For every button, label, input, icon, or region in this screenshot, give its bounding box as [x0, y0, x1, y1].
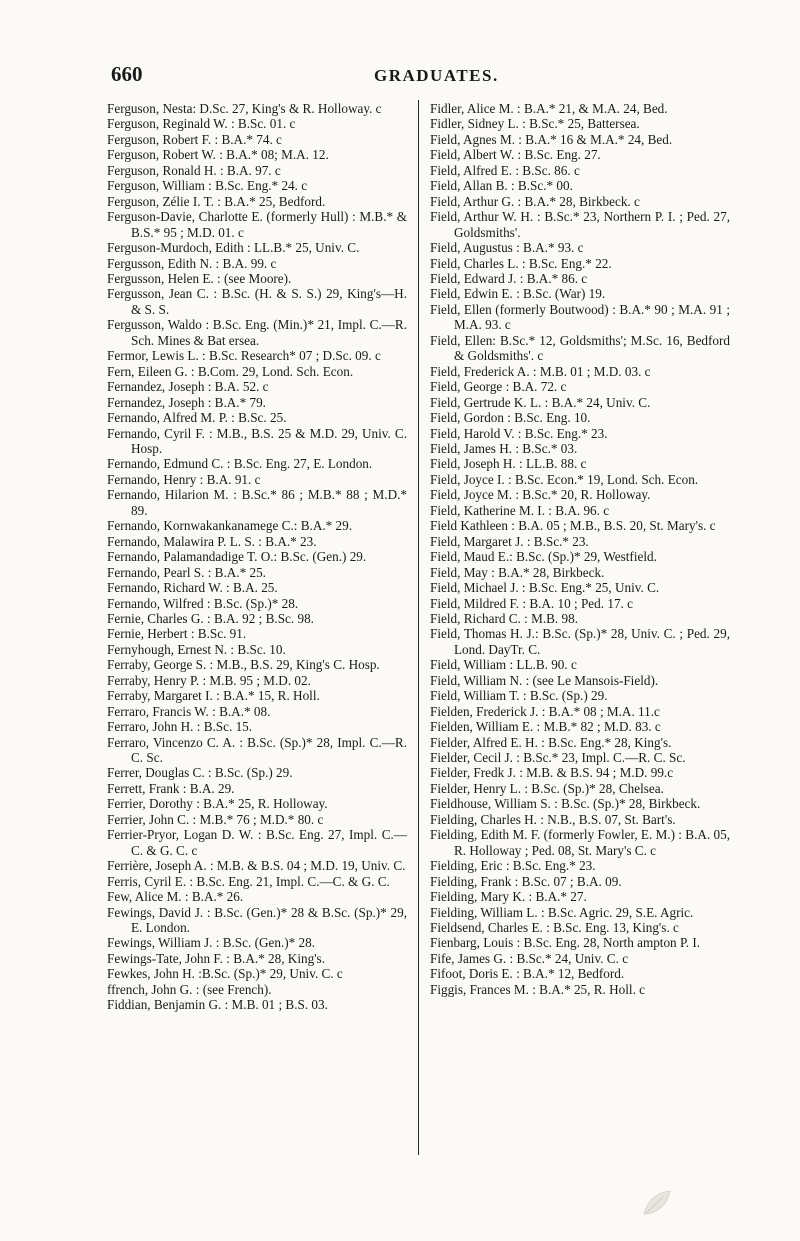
graduate-entry: Field, Gertrude K. L. : B.A.* 24, Univ. C. — [430, 394, 651, 410]
graduate-entry: Fergusson, Edith N. : B.A. 99. c — [107, 255, 277, 271]
graduate-entry: Ferguson, Ronald H. : B.A. 97. c — [107, 162, 281, 178]
graduate-entry: Ferris, Cyril E. : B.Sc. Eng. 21, Impl. C.—C. & G. C. — [107, 873, 390, 889]
graduate-entry: Ferraro, John H. : B.Sc. 15. — [107, 719, 253, 735]
graduate-entry: Fernie, Herbert : B.Sc. 91. — [107, 626, 247, 642]
graduate-entry: Ferguson, Robert W. : B.A.* 08; M.A. 12. — [107, 147, 329, 163]
graduate-entry: Few, Alice M. : B.A.* 26. — [107, 889, 244, 905]
graduate-entry: Field, Thomas H. J.: B.Sc. (Sp.)* 28, Univ. C. ; Ped. 29, Lond. DayTr. C. — [430, 626, 730, 657]
graduate-entry: Field Kathleen : B.A. 05 ; M.B., B.S. 20, St. Mary's. c — [430, 518, 716, 534]
graduate-entry: Ferraro, Vincenzo C. A. : B.Sc. (Sp.)* 28, Impl. C.—R. C. Sc. — [107, 734, 407, 766]
graduate-entry: Fiddian, Benjamin G. : M.B. 01 ; B.S. 03. — [107, 997, 328, 1013]
graduate-entry: Ferrier, Dorothy : B.A.* 25, R. Holloway. — [107, 796, 328, 812]
graduate-entry: Fermor, Lewis L. : B.Sc. Research* 07 ; D.Sc. 09. c — [107, 348, 381, 364]
graduate-entry: Fewings-Tate, John F. : B.A.* 28, King's. — [107, 950, 325, 966]
graduate-entry: Fieldsend, Charles E. : B.Sc. Eng. 13, King's. c — [430, 920, 679, 936]
graduate-entry: ffrench, John G. : (see French). — [107, 981, 272, 997]
graduate-entry: Field, Richard C. : M.B. 98. — [430, 610, 578, 626]
graduate-entry: Field, George : B.A. 72. c — [430, 379, 567, 395]
graduate-entry: Fewkes, John H. :B.Sc. (Sp.)* 29, Univ. C. c — [107, 966, 343, 982]
graduate-entry: Fielden, William E. : M.B.* 82 ; M.D. 83. c — [430, 719, 661, 735]
running-head: GRADUATES. — [374, 66, 499, 85]
graduate-entry: Fergusson, Helen E. : (see Moore). — [107, 270, 292, 286]
graduate-entry: Field, William T. : B.Sc. (Sp.) 29. — [430, 688, 608, 704]
graduate-entry: Field, Agnes M. : B.A.* 16 & M.A.* 24, Bed. — [430, 131, 673, 147]
graduate-entry: Field, William : LL.B. 90. c — [430, 657, 577, 673]
graduate-entry: Ferrier-Pryor, Logan D. W. : B.Sc. Eng. 27, Impl. C.—C. & G. C. c — [107, 827, 407, 858]
graduate-entry: Field, Joseph H. : LL.B. 88. c — [430, 456, 587, 472]
graduate-entry: Fielder, Cecil J. : B.Sc.* 23, Impl. C.—R. C. Sc. — [430, 750, 686, 766]
graduate-entry: Ferrett, Frank : B.A. 29. — [107, 780, 235, 796]
graduate-entry: Fielding, Mary K. : B.A.* 27. — [430, 889, 587, 905]
graduate-entry: Field, Edward J. : B.A.* 86. c — [430, 270, 588, 286]
graduate-entry: Ferraby, Henry P. : M.B. 95 ; M.D. 02. — [107, 672, 311, 688]
page-number: 660 — [111, 62, 143, 86]
column-divider — [418, 100, 419, 1155]
graduate-entry: Ferraby, Margaret I. : B.A.* 15, R. Holl. — [107, 688, 320, 704]
graduate-entry: Fergusson, Jean C. : B.Sc. (H. & S. S.) 29, King's—H. & S. S. — [107, 286, 407, 317]
graduate-entry: Field, Alfred E. : B.Sc. 86. c — [430, 162, 580, 178]
graduate-entry: Field, Gordon : B.Sc. Eng. 10. — [430, 410, 591, 426]
graduate-entry: Ferguson, Nesta: D.Sc. 27, King's & R. Holloway. c — [107, 101, 382, 116]
graduate-entry: Fielding, William L. : B.Sc. Agric. 29, S.E. Agric. — [430, 904, 694, 920]
graduate-entry: Fielden, Frederick J. : B.A.* 08 ; M.A. 11.c — [430, 703, 660, 719]
graduate-entry: Fernandez, Joseph : B.A. 52. c — [107, 379, 269, 395]
graduate-entry: Ferguson-Murdoch, Edith : LL.B.* 25, Univ. C. — [107, 240, 360, 256]
graduate-entry: Ferrière, Joseph A. : M.B. & B.S. 04 ; M.D. 19, Univ. C. — [107, 858, 406, 874]
graduate-entry: Fielding, Edith M. F. (formerly Fowler, E. M.) : B.A. 05, R. Holloway ; Ped. 08, St. Mary's C. c — [430, 827, 730, 858]
graduate-entry: Fernando, Hilarion M. : B.Sc.* 86 ; M.B.* 88 ; M.D.* 89. — [107, 487, 407, 518]
graduate-entry: Ferrier, John C. : M.B.* 76 ; M.D.* 80. c — [107, 811, 324, 827]
graduate-entry: Fergusson, Waldo : B.Sc. Eng. (Min.)* 21, Impl. C.—R. Sch. Mines & Bat ersea. — [107, 317, 407, 348]
graduate-entry: Fernando, Malawira P. L. S. : B.A.* 23. — [107, 533, 317, 549]
graduate-entry: Fieldhouse, William S. : B.Sc. (Sp.)* 28, Birkbeck. — [430, 796, 701, 812]
graduate-entry: Fewings, William J. : B.Sc. (Gen.)* 28. — [107, 935, 316, 951]
graduate-entry: Fielding, Frank : B.Sc. 07 ; B.A. 09. — [430, 873, 622, 889]
graduate-entry: Fernando, Alfred M. P. : B.Sc. 25. — [107, 410, 287, 426]
graduate-entry: Field, Arthur W. H. : B.Sc.* 23, Northern P. I. ; Ped. 27, Goldsmiths'. — [430, 209, 730, 240]
graduate-entry: Fernyhough, Ernest N. : B.Sc. 10. — [107, 641, 286, 657]
graduate-entry: Field, Edwin E. : B.Sc. (War) 19. — [430, 286, 606, 302]
graduate-entry: Fernie, Charles G. : B.A. 92 ; B.Sc. 98. — [107, 610, 314, 626]
graduate-entry: Field, Joyce I. : B.Sc. Econ.* 19, Lond. Sch. Econ. — [430, 471, 699, 487]
graduate-entry: Field, Michael J. : B.Sc. Eng.* 25, Univ. C. — [430, 580, 660, 596]
graduate-entry: Fernando, Edmund C. : B.Sc. Eng. 27, E. London. — [107, 456, 373, 472]
graduate-entry: Fife, James G. : B.Sc.* 24, Univ. C. c — [430, 950, 629, 966]
graduate-entry: Field, Augustus : B.A.* 93. c — [430, 240, 584, 256]
graduate-entry: Fernando, Kornwakankanamege C.: B.A.* 29. — [107, 518, 353, 534]
graduate-entry: Figgis, Frances M. : B.A.* 25, R. Holl. c — [430, 981, 646, 997]
graduate-entry: Fielder, Fredk J. : M.B. & B.S. 94 ; M.D. 99.c — [430, 765, 674, 781]
graduate-entry: Field, James H. : B.Sc.* 03. — [430, 440, 578, 456]
right-column — [430, 101, 730, 997]
graduate-entry: Fewings, David J. : B.Sc. (Gen.)* 28 & B.Sc. (Sp.)* 29, E. London. — [107, 904, 407, 936]
graduate-entry: Fernandez, Joseph : B.A.* 79. — [107, 394, 266, 410]
graduate-entry: Ferguson, Zélie I. T. : B.A.* 25, Bedford. — [107, 193, 326, 209]
graduate-entry: Fernando, Wilfred : B.Sc. (Sp.)* 28. — [107, 595, 299, 611]
graduate-entry: Fern, Eileen G. : B.Com. 29, Lond. Sch. Econ. — [107, 363, 354, 379]
graduate-entry: Ferguson, William : B.Sc. Eng.* 24. c — [107, 178, 308, 194]
graduate-entry: Fifoot, Doris E. : B.A.* 12, Bedford. — [430, 966, 625, 982]
graduate-entry: Fielder, Alfred E. H. : B.Sc. Eng.* 28, King's. — [430, 734, 672, 750]
graduate-entry: Field, William N. : (see Le Mansois-Field). — [430, 672, 659, 688]
graduate-entry: Fernando, Palamandadige T. O.: B.Sc. (Gen.) 29. — [107, 549, 367, 565]
graduate-entry: Field, Frederick A. : M.B. 01 ; M.D. 03. c — [430, 363, 651, 379]
graduate-entry: Ferguson, Reginald W. : B.Sc. 01. c — [107, 116, 296, 132]
graduate-entry: Fielding, Eric : B.Sc. Eng.* 23. — [430, 858, 596, 874]
graduate-entry: Field, Arthur G. : B.A.* 28, Birkbeck. c — [430, 193, 640, 209]
graduate-entry: Field, Katherine M. I. : B.A. 96. c — [430, 502, 610, 518]
graduate-entry: Field, Margaret J. : B.Sc.* 23. — [430, 533, 589, 549]
left-column — [107, 101, 407, 1013]
graduate-entry: Ferguson-Davie, Charlotte E. (formerly Hull) : M.B.* & B.S.* 95 ; M.D. 01. c — [107, 209, 407, 240]
graduate-entry: Fernando, Pearl S. : B.A.* 25. — [107, 564, 266, 580]
graduate-entry: Field, Maud E.: B.Sc. (Sp.)* 29, Westfield. — [430, 549, 657, 565]
graduate-entry: Field, Ellen (formerly Boutwood) : B.A.* 90 ; M.A. 91 ; M.A. 93. c — [430, 301, 730, 333]
graduate-entry: Field, Albert W. : B.Sc. Eng. 27. — [430, 147, 601, 163]
graduate-entry: Ferraby, George S. : M.B., B.S. 29, King's C. Hosp. — [107, 657, 380, 673]
graduate-entry: Fielding, Charles H. : N.B., B.S. 07, St. Bart's. — [430, 811, 676, 827]
graduate-entry: Fernando, Henry : B.A. 91. c — [107, 471, 261, 487]
leaf-watermark-icon — [640, 1188, 674, 1218]
graduate-entry: Field, May : B.A.* 28, Birkbeck. — [430, 564, 605, 580]
graduate-entry: Field, Mildred F. : B.A. 10 ; Ped. 17. c — [430, 595, 633, 611]
graduate-entry: Field, Charles L. : B.Sc. Eng.* 22. — [430, 255, 612, 271]
graduate-entry: Fernando, Richard W. : B.A. 25. — [107, 580, 278, 596]
graduate-entry: Field, Allan B. : B.Sc.* 00. — [430, 178, 573, 194]
graduate-entry: Ferrer, Douglas C. : B.Sc. (Sp.) 29. — [107, 765, 293, 781]
graduate-entry: Field, Ellen: B.Sc.* 12, Goldsmiths'; M.Sc. 16, Bedford & Goldsmiths'. c — [430, 332, 730, 364]
graduate-entry: Field, Joyce M. : B.Sc.* 20, R. Holloway. — [430, 487, 651, 503]
graduate-entry: Field, Harold V. : B.Sc. Eng.* 23. — [430, 425, 608, 441]
graduate-entry: Fielder, Henry L. : B.Sc. (Sp.)* 28, Chelsea. — [430, 780, 664, 796]
graduate-entry: Ferguson, Robert F. : B.A.* 74. c — [107, 131, 282, 147]
graduate-entry: Ferraro, Francis W. : B.A.* 08. — [107, 703, 271, 719]
graduate-entry: Fidler, Alice M. : B.A.* 21, & M.A. 24, Bed. — [430, 101, 668, 116]
graduate-entry: Fienbarg, Louis : B.Sc. Eng. 28, North ampton P. I. — [430, 935, 701, 951]
graduate-entry: Fidler, Sidney L. : B.Sc.* 25, Battersea. — [430, 116, 640, 132]
graduate-entry: Fernando, Cyril F. : M.B., B.S. 25 & M.D. 29, Univ. C. Hosp. — [107, 425, 407, 456]
